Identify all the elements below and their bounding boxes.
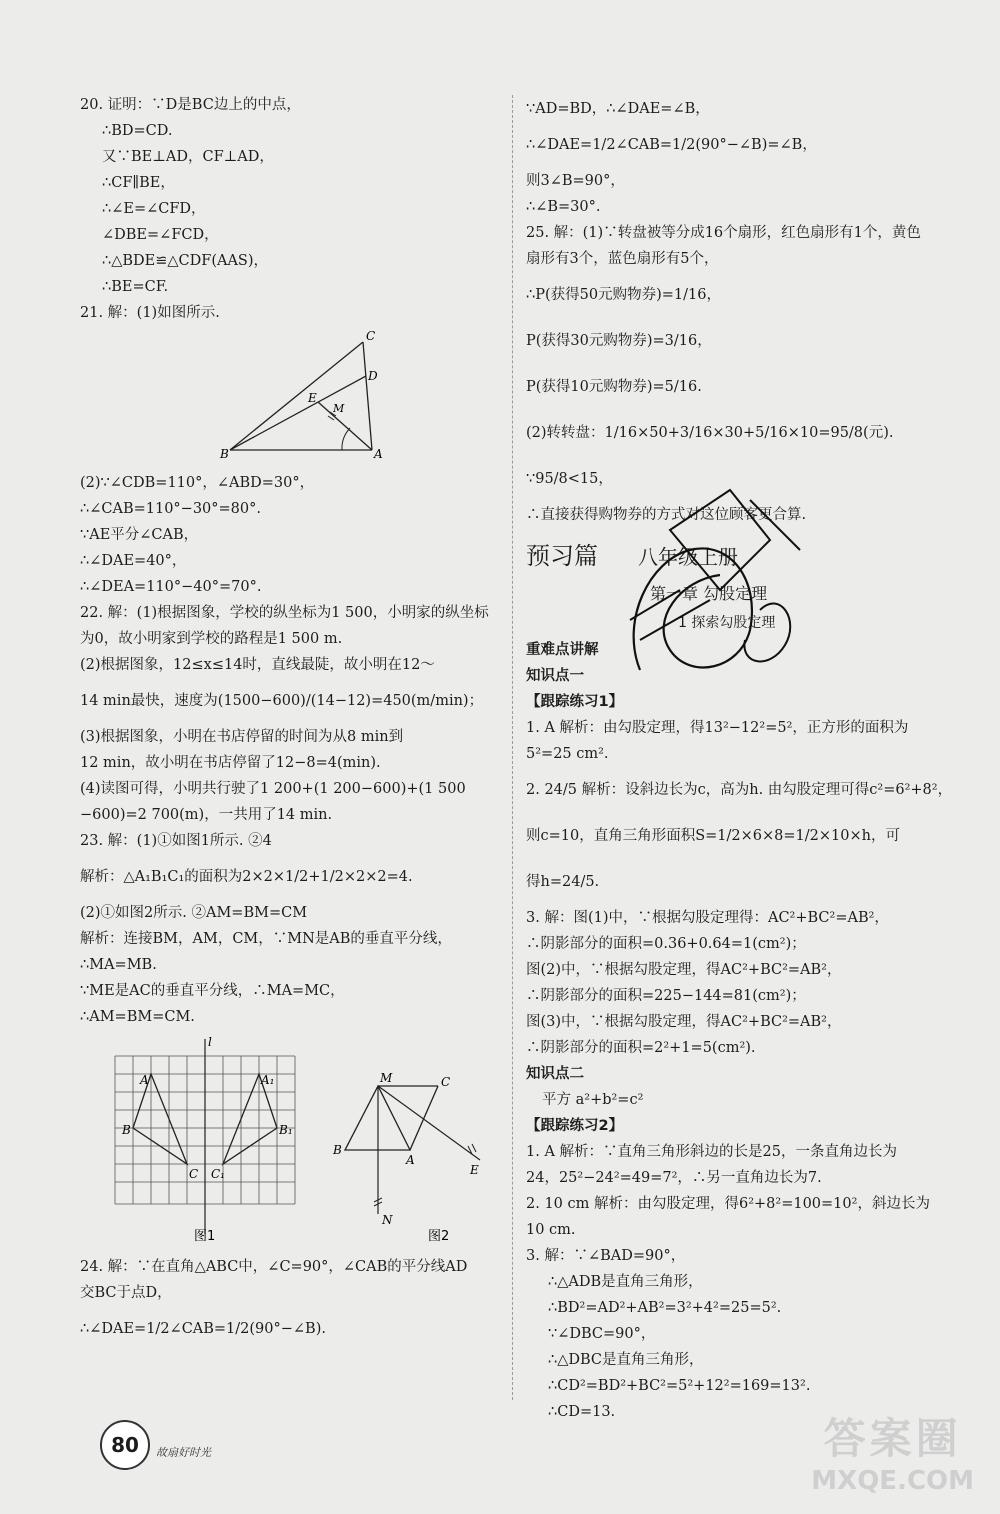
q23-line: 23. 解：(1)①如图1所示. ②4 [80,833,272,849]
t1-line: ∴阴影部分的面积=225−144=81(cm²)； [526,988,806,1004]
q23-line: ∵ME是AC的垂直平分线，∴MA=MC， [80,983,345,999]
t2-line: 2. 10 cm 解析：由勾股定理，得6²+8²=100=10²，斜边长为 [526,1196,930,1212]
figure-1-caption: 图1 [194,1229,216,1244]
watermark-title: 答案圈 [823,1414,962,1463]
t2-line: 3. 解：∵∠BAD=90°， [526,1248,686,1264]
q24-continued [526,96,956,220]
q20-line: ∴∠E=∠CFD， [102,201,206,217]
q20-line: ∴BE=CF. [102,279,169,295]
q24-line: 交BC于点D， [80,1285,172,1301]
q21-line: ∴∠CAB=110°−30°=80°. [80,501,261,517]
right-column [526,96,956,1425]
q21-line: 21. 解：(1)如图所示. [80,305,220,321]
tracking-1-answers [526,715,956,1061]
t2-line: ∴△DBC是直角三角形， [548,1352,704,1368]
label-M: M [380,1071,393,1085]
t1-line: 1. A 解析：由勾股定理，得13²−12²=5²，正方形的面积为 [526,720,909,736]
q20-line: ∴CF∥BE， [102,175,175,191]
left-column [80,92,500,1352]
t2-line: ∵∠DBC=90°， [548,1326,656,1342]
q25-line: ∵95/8<15， [526,471,613,487]
t2-line: 1. A 解析：∵直角三角形斜边的长是25，一条直角边长为 [526,1144,897,1160]
label-A1: A₁ [261,1073,275,1087]
q25-line: (2)转转盘：1/16×50+3/16×30+5/16×10=95/8(元). [526,425,894,441]
column-divider [512,95,513,1400]
q20-line: ∴△BDE≌△CDF(AAS)， [102,253,269,269]
q22-line: 14 min最快，速度为(1500−600)/(14−12)=450(m/min)； [80,693,484,709]
t1-line: 则c=10，直角三角形面积S=1/2×6×8=1/2×10×h，可 [526,828,900,844]
label-B: B [220,447,229,460]
q24-line: ∴∠DAE=1/2∠CAB=1/2(90°−∠B)=∠B， [526,137,817,153]
label-M: M [333,402,345,415]
t1-line: 得h=24/5. [526,874,600,890]
label-B: B [122,1123,131,1137]
q21-block [80,300,500,600]
q25-line: P(获得10元购物券)=5/16. [526,379,702,395]
q20-line: ∴BD=CD. [102,123,173,139]
label-B1: B₁ [279,1123,293,1137]
q21-line: ∴∠DEA=110°−40°=70°. [80,579,262,595]
t1-line: ∴阴影部分的面积=0.36+0.64=1(cm²)； [526,936,806,952]
label-E: E [308,391,317,405]
q22-line: (2)根据图象，12≤x≤14时，直线最陡，故小明在12～ [80,657,435,673]
kp2-answer: 平方 a²+b²=c² [542,1092,644,1108]
q23-line: 解析：连接BM，AM，CM，∵MN是AB的垂直平分线， [80,931,452,947]
t1-line: 2. 24/5 解析：设斜边长为c，高为h. 由勾股定理可得c²=6²+8²， [526,782,953,798]
q22-line: 22. 解：(1)根据图象，学校的纵坐标为1 500，小明家的纵坐标 [80,605,489,621]
q24-line: ∵AD=BD，∴∠DAE=∠B， [526,101,710,117]
q22-line: 12 min，故小明在书店停留了12−8=4(min). [80,755,381,771]
q25-line: ∴P(获得50元购物券)=1/16， [526,287,721,303]
tracking-exercise-1: 【跟踪练习1】 [526,694,624,710]
q21-line: ∴∠DAE=40°， [80,553,187,569]
t2-line: 24，25²−24²=49=7²，∴另一直角边长为7. [526,1170,822,1186]
figure-2-caption: 图2 [428,1229,450,1244]
q25-line: 25. 解：(1)∵转盘被等分成16个扇形，红色扇形有1个，黄色 [526,225,921,241]
q20-line: 20. 证明：∵D是BC边上的中点， [80,97,301,113]
t1-line: ∴阴影部分的面积=2²+1=5(cm²). [526,1040,756,1056]
knowledge-point-2: 知识点二 [526,1066,584,1082]
q23-line: 解析：△A₁B₁C₁的面积为2×2×1/2+1/2×2×2=4. [80,869,413,885]
t1-line: 图(3)中，∵根据勾股定理，得AC²+BC²=AB²， [526,1014,842,1030]
label-C1: C₁ [211,1167,225,1181]
watermark-url: MXQE.COM [811,1466,974,1496]
q24-line: 24. 解：∵在直角△ABC中，∠C=90°，∠CAB的平分线AD [80,1259,468,1275]
q23-line: (2)①如图2所示. ②AM=BM=CM [80,905,308,921]
label-C: C [189,1167,199,1181]
label-C: C [441,1075,451,1089]
q24-line: ∴∠DAE=1/2∠CAB=1/2(90°−∠B). [80,1321,326,1337]
knowledge-point-1: 知识点一 [526,668,584,684]
topic-heading: 1 探索勾股定理 [678,615,776,631]
handwritten-scribble [610,470,820,700]
q22-block [80,600,500,828]
label-E: E [470,1163,479,1177]
t2-line: 10 cm. [526,1222,576,1238]
label-C: C [366,330,376,343]
label-A: A [140,1073,149,1087]
q24-block [80,1254,500,1352]
q22-line: (4)读图可得，小明共行驶了1 200+(1 200−600)+(1 500 [80,781,466,797]
tracking-2-answers [526,1139,956,1425]
label-B: B [333,1143,342,1157]
q20-line: ∠DBE=∠FCD， [102,227,219,243]
q20-block [80,92,500,300]
q25-line: P(获得30元购物券)=3/16， [526,333,712,349]
q22-line: (3)根据图象，小明在书店停留的时间为从8 min到 [80,729,404,745]
q20-line: 又∵BE⊥AD，CF⊥AD， [102,149,274,165]
slogan: 故扇好时光 [156,1446,211,1459]
q24-line: 则3∠B=90°， [526,173,625,189]
watermark [811,1406,974,1496]
label-N: N [382,1213,393,1227]
tracking-exercise-2: 【跟踪练习2】 [526,1118,624,1134]
t1-line: 3. 解：图(1)中，∵根据勾股定理得：AC²+BC²=AB²， [526,910,889,926]
q23-figures [80,1034,500,1244]
section-title-sub: 八年级上册 [638,545,738,569]
label-l: l [208,1035,212,1049]
figure-2 [332,1071,480,1244]
q22-line: −600)=2 700(m)，一共用了14 min. [80,807,333,823]
chapter-heading: 第一章 勾股定理 [650,584,768,603]
label-A: A [406,1153,415,1167]
key-points-heading: 重难点讲解 [526,642,599,658]
label-A: A [374,447,383,460]
q23-block [80,828,500,1254]
figure-1-grid [115,1035,295,1244]
q25-line: ∴直接获得购物券的方式对这位顾客更合算. [526,507,807,523]
section-title-main: 预习篇 [526,542,598,570]
t2-line: ∴BD²=AD²+AB²=3²+4²=25=5². [548,1300,782,1316]
label-D: D [368,369,378,383]
t2-line: ∴CD²=BD²+BC²=5²+12²=169=13². [548,1378,811,1394]
q21-triangle-figure [80,330,500,460]
t1-line: 5²=25 cm². [526,746,609,762]
q25-line: 扇形有3个，蓝色扇形有5个， [526,251,719,267]
page-number: 80 [100,1420,150,1470]
q22-line: 为0，故小明家到学校的路程是1 500 m. [80,631,343,647]
q23-line: ∴AM=BM=CM. [80,1009,195,1025]
q23-line: ∴MA=MB. [80,957,157,973]
q21-line: ∵AE平分∠CAB， [80,527,199,543]
q24-line: ∴∠B=30°. [526,199,601,215]
t2-line: ∴CD=13. [548,1404,616,1420]
t2-line: ∴△ADB是直角三角形， [548,1274,703,1290]
q21-line: (2)∵∠CDB=110°，∠ABD=30°， [80,475,315,491]
t1-line: 图(2)中，∵根据勾股定理，得AC²+BC²=AB²， [526,962,842,978]
